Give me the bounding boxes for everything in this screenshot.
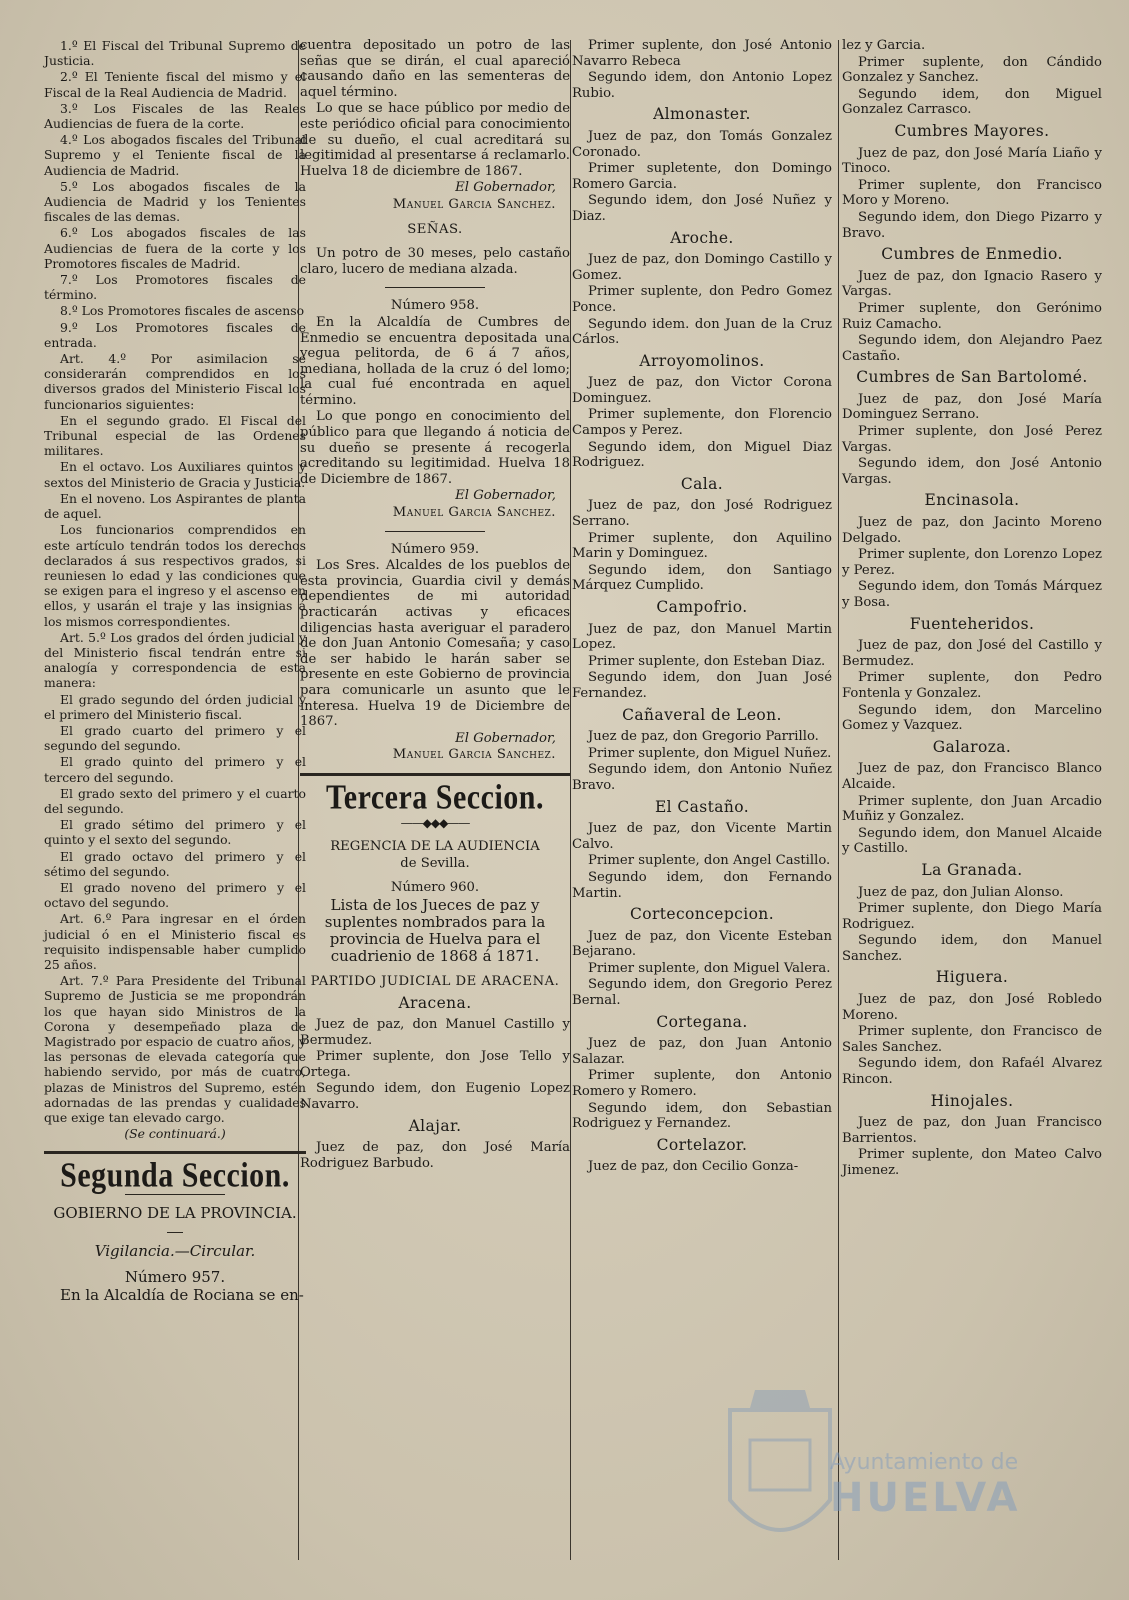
list-item: Juez de paz, don Manuel Castillo y Bermudez.	[300, 1017, 570, 1048]
list-item: Segundo idem, don Manuel Alcaide y Castillo.	[842, 825, 1102, 857]
list-item: Segundo idem, don Sebastian Rodriguez y Fernandez.	[572, 1100, 832, 1132]
town-heading: Campofrio.	[656, 598, 748, 616]
list-item: Segundo idem, don Tomás Márquez y Bosa.	[842, 579, 1102, 610]
paragraph: En el noveno. Los Aspirantes de planta de aquel.	[44, 490, 306, 522]
list-item: Primer suplemente, don Florencio Campos y Perez.	[572, 407, 832, 439]
list-item: Segundo idem, don José Nuñez y Diaz.	[572, 193, 832, 224]
list-item: Juez de paz, don José Rodriguez Serrano.	[572, 498, 832, 530]
paragraph: El grado cuarto del primero y el segundo del segundo.	[44, 722, 306, 754]
list-item: Juez de paz, don José Robledo Moreno.	[842, 992, 1102, 1023]
section-rule	[44, 1151, 306, 1154]
column-2	[300, 38, 570, 1580]
list-item: Primer suplente, don José Antonio Navarro Rebeca	[572, 38, 832, 69]
signature-name: Manuel Garcia Sanchez.	[392, 196, 556, 212]
town-heading: Almonaster.	[653, 105, 751, 124]
paragraph: En el segundo grado. El Fiscal del Tribunal especial de las Ordenes militares.	[44, 412, 306, 459]
column-1	[44, 38, 306, 1580]
town-heading: Encinasola.	[924, 491, 1020, 510]
town-heading: Alajar.	[408, 1116, 462, 1135]
paragraph: En el octavo. Los Auxiliares quintos y sextos del Ministerio de Gracia y Justicia.	[44, 459, 306, 490]
paragraph: Art. 7.º Para Presidente del Tribunal Supremo de Justicia se me propondrán los que hayan sido Ministros de la Corona y desempeñado plaza de Magistrado por espacio de cuatro años, y las personas de elevada categoría que habiendo servido, por más de cuatro, plazas de Ministros del Supremo, estén adornadas de las prendas y cualidades que exige tan elevado cargo.	[44, 973, 306, 1126]
list-item: Primer suplente, don Antonio Romero y Romero.	[572, 1068, 832, 1100]
list-item: Segundo idem, don Eugenio Lopez Navarro.	[300, 1081, 570, 1113]
paragraph: cuentra depositado un potro de las señas que se dirán, el cual apareció causando daño en las sementeras de aquel término.	[300, 38, 570, 100]
town-heading: Cumbres de San Bartolomé.	[856, 368, 1088, 387]
paragraph: Los funcionarios comprendidos en este artículo tendrán todos los derechos declarados á sus respectivos grados, si reuniesen lo edad y las condiciones que se exigen para el ingreso y el ascenso en ellos, y usarán el traje y las insignias á los mismos correspondientes.	[44, 522, 306, 629]
town-heading: Galaroza.	[932, 737, 1012, 756]
list-item: Juez de paz, don Victor Corona Dominguez.	[572, 375, 832, 406]
department-subheading: de Sevilla.	[400, 855, 470, 871]
paragraph: El grado noveno del primero y el octavo del segundo.	[44, 879, 306, 911]
paragraph: Un potro de 30 meses, pelo castaño claro, lucero de mediana alzada.	[300, 246, 570, 277]
list-item: Juez de paz, don Manuel Martin Lopez.	[572, 621, 832, 653]
list-item: Juez de paz, don Gregorio Parrillo.	[588, 729, 819, 745]
list-item: Primer suplente, don Diego María Rodriguez.	[842, 901, 1102, 932]
list-item: Primer suplente, don Pedro Gomez Ponce.	[572, 284, 832, 315]
town-heading: La Granada.	[921, 860, 1023, 879]
notice-number: Número 957.	[124, 1267, 226, 1286]
notice-number: Número 960.	[390, 880, 480, 896]
list-item: Segundo idem, don Rafaél Alvarez Rincon.	[842, 1056, 1102, 1088]
town-heading: Cala.	[680, 474, 724, 493]
ornament-rule: ——◆◆◆——	[400, 815, 470, 830]
paragraph: 4.º Los abogados fiscales del Tribunal Supremo y el Teniente fiscal de la Audiencia de Madrid.	[44, 132, 306, 178]
paragraph: Art. 4.º Por asimilacion se considerarán comprendidos en los diversos grados del Ministerio Fiscal los funcionarios siguientes:	[44, 351, 306, 412]
list-item: Juez de paz, don Vicente Esteban Bejarano.	[572, 928, 832, 960]
list-item: Primer suplente, don Mateo Calvo Jimenez.	[842, 1147, 1102, 1178]
paragraph: 2.º El Teniente fiscal del mismo y el Fiscal de la Real Audiencia de Madrid.	[44, 69, 306, 100]
town-heading: Corteconcepcion.	[629, 905, 775, 924]
paragraph: El grado quinto del primero y el tercero del segundo.	[44, 754, 306, 785]
paragraph: El grado sexto del primero y el cuarto del segundo.	[44, 785, 306, 816]
short-rule	[385, 531, 485, 532]
paragraph: El grado segundo del órden judicial y el primero del Ministerio fiscal.	[44, 691, 306, 722]
list-item: Segundo idem, don José Antonio Vargas.	[842, 456, 1102, 487]
list-item: Juez de paz, don Francisco Blanco Alcaide.	[842, 761, 1102, 792]
watermark-line: Ayuntamiento de	[830, 1450, 1019, 1475]
list-item: Primer suplente, don Gerónimo Ruiz Camacho.	[842, 300, 1102, 332]
list-item: Primer suplente, don Juan Arcadio Muñiz y Gonzalez.	[842, 793, 1102, 825]
column-3	[572, 38, 832, 1580]
list-item: Juez de paz, don Juan Antonio Salazar.	[572, 1036, 832, 1067]
list-item: Primer suplente, don Francisco Moro y Moreno.	[842, 177, 1102, 209]
department-heading: GOBIERNO DE LA PROVINCIA.	[53, 1203, 297, 1222]
list-item: Segundo idem, don Miguel Diaz Rodriguez.	[572, 439, 832, 471]
list-item: Primer suplente, don Cándido Gonzalez y Sanchez.	[842, 54, 1102, 86]
column-divider	[838, 40, 839, 1560]
list-item: Juez de paz, don Julian Alonso.	[858, 884, 1064, 900]
list-item: Juez de paz, don José María Liaño y Tinoco.	[842, 145, 1102, 177]
list-item: Primer suplente, don Jose Tello y Ortega.	[300, 1049, 570, 1080]
subheading: Vigilancia.—Circular.	[94, 1241, 256, 1260]
short-rule	[167, 1232, 183, 1233]
list-item: Juez de paz, don Vicente Martin Calvo.	[572, 821, 832, 852]
town-heading: Cortegana.	[656, 1012, 748, 1031]
list-item: Juez de paz, don Juan Francisco Barrientos.	[842, 1115, 1102, 1146]
department-heading: REGENCIA DE LA AUDIENCIA	[330, 839, 540, 855]
list-item: Juez de paz, don José del Castillo y Bermudez.	[842, 638, 1102, 669]
paragraph: 9.º Los Promotores fiscales de entrada.	[44, 319, 306, 350]
town-heading: Cumbres Mayores.	[894, 121, 1050, 140]
list-item: Juez de paz, don Domingo Castillo y Gomez.	[572, 252, 832, 283]
town-heading: Aroche.	[670, 228, 734, 247]
list-item: lez y Garcia.	[842, 38, 926, 53]
signature-title: El Gobernador,	[455, 488, 556, 504]
continued-note: (Se continuará.)	[124, 1126, 226, 1142]
archive-watermark	[740, 1450, 1020, 1521]
paragraph: Lo que pongo en conocimiento del público para que llegando á noticia de su dueño se presente á recogerla acreditando su legitimidad. Huelva 18 de Diciembre de 1867.	[300, 409, 570, 487]
signature-title: El Gobernador,	[455, 180, 556, 196]
column-4	[842, 38, 1102, 1580]
list-item: Juez de paz, don José María Dominguez Serrano.	[842, 391, 1102, 423]
district-heading: PARTIDO JUDICIAL DE ARACENA.	[310, 973, 560, 989]
subheading: SEÑAS.	[407, 221, 463, 237]
town-heading: Hinojales.	[930, 1091, 1014, 1110]
paragraph: El grado sétimo del primero y el quinto y el sexto del segundo.	[44, 817, 306, 848]
list-item: Primer suplente, don Francisco de Sales Sanchez.	[842, 1024, 1102, 1055]
paragraph: El grado octavo del primero y el sétimo del segundo.	[44, 848, 306, 879]
list-item: Primer suplente, don José Perez Vargas.	[842, 424, 1102, 455]
list-item: Segundo idem, don Santiago Márquez Cumplido.	[572, 562, 832, 594]
list-item: Primer suplente, don Lorenzo Lopez y Perez.	[842, 547, 1102, 578]
town-heading: Aracena.	[398, 993, 472, 1012]
signature-title: El Gobernador,	[455, 730, 556, 746]
signature-name: Manuel Garcia Sanchez.	[392, 747, 556, 763]
list-item: Primer suplente, don Esteban Diaz.	[588, 653, 826, 669]
paragraph: Lo que se hace público por medio de este periódico oficial para conocimiento de su dueño, el cual acreditará su legitimidad al presentarse á reclamarlo. Huelva 18 de diciembre de 1867.	[300, 101, 570, 179]
short-rule	[385, 287, 485, 288]
list-item: Juez de paz, don Tomás Gonzalez Coronado.	[572, 128, 832, 160]
list-item: Primer supletente, don Domingo Romero Garcia.	[572, 161, 832, 192]
list-item: Segundo idem. don Juan de la Cruz Cárlos.	[572, 316, 832, 348]
paragraph: Art. 5.º Los grados del órden judicial y del Ministerio fiscal tendrán entre si analogía y correspondencia de esta manera:	[44, 629, 306, 691]
list-title: Lista de los Jueces de paz y suplentes nombrados para la provincia de Huelva para el cuadrienio de 1868 á 1871.	[324, 895, 546, 965]
list-item: Segundo idem, don Fernando Martin.	[572, 869, 832, 901]
list-item: Segundo idem, don Antonio Nuñez Bravo.	[572, 762, 832, 793]
town-heading: El Castaño.	[654, 797, 750, 816]
paragraph: En la Alcaldía de Cumbres de Enmedio se encuentra depositada una yegua pelitorda, de 6 á 7 años, mediana, hollada de la cruz ó del lomo; la cual fué encontrada en aquel término.	[300, 314, 570, 408]
section-title: Segunda Seccion.	[60, 1156, 290, 1195]
list-item: Segundo idem, don Juan José Fernandez.	[572, 670, 832, 701]
watermark-line: HUELVA	[830, 1475, 1021, 1521]
paragraph: 5.º Los abogados fiscales de la Audiencia de Madrid y los Tenientes fiscales de las demas.	[44, 178, 306, 225]
signature-name: Manuel Garcia Sanchez.	[392, 505, 556, 521]
list-item: Primer suplente, don Pedro Fontenla y Gonzalez.	[842, 670, 1102, 701]
paragraph: 6.º Los abogados fiscales de las Audiencias de fuera de la corte y los Promotores fiscales de Madrid.	[44, 225, 306, 271]
town-heading: Cumbres de Enmedio.	[881, 245, 1063, 264]
list-item: Segundo idem, don Antonio Lopez Rubio.	[572, 70, 832, 101]
list-item: Primer suplente, don Miguel Valera.	[588, 960, 831, 976]
town-heading: Cañaveral de Leon.	[622, 705, 782, 724]
notice-number: Número 958.	[390, 298, 480, 314]
town-heading: Higuera.	[935, 968, 1009, 987]
list-item: Segundo idem, don Marcelino Gomez y Vazquez.	[842, 702, 1102, 734]
paragraph: 3.º Los Fiscales de las Reales Audiencias de fuera de la corte.	[44, 100, 306, 132]
paragraph: 7.º Los Promotores fiscales de término.	[44, 272, 306, 303]
list-item: Juez de paz, don Cecilio Gonza-	[588, 1159, 799, 1175]
list-item: Segundo idem, don Diego Pizarro y Bravo.	[842, 209, 1102, 241]
column-divider	[570, 40, 571, 1560]
list-item: Segundo idem, don Manuel Sanchez.	[842, 933, 1102, 964]
notice-number: Número 959.	[390, 541, 480, 557]
list-item: Segundo idem, don Gregorio Perez Bernal.	[572, 977, 832, 1009]
town-heading: Arroyomolinos.	[639, 351, 765, 370]
section-rule	[300, 773, 570, 776]
town-heading: Fuenteheridos.	[909, 614, 1035, 633]
paragraph: 1.º El Fiscal del Tribunal Supremo de Justicia.	[44, 38, 306, 69]
paragraph: En la Alcaldía de Rociana se en-	[60, 1285, 304, 1304]
list-item: Primer suplente, don Aquilino Marin y Dominguez.	[572, 530, 832, 562]
list-item: Juez de paz, don Ignacio Rasero y Vargas.	[842, 268, 1102, 300]
paragraph: Art. 6.º Para ingresar en el órden judicial ó en el Ministerio fiscal es requisito indispensable haber cumplido 25 años.	[44, 911, 306, 972]
paragraph: 8.º Los Promotores fiscales de ascenso	[60, 303, 305, 319]
list-item: Juez de paz, don José María Rodriguez Barbudo.	[300, 1140, 570, 1171]
list-item: Primer suplente, don Angel Castillo.	[588, 853, 831, 869]
paragraph: Los Sres. Alcaldes de los pueblos de esta provincia, Guardia civil y demás dependientes de mi autoridad practicarán activas y eficaces diligencias hasta averiguar el paradero de don Juan Antonio Comesaña; y caso de ser habido le harán saber se presente en este Gobierno de provincia para comunicarle un asunto que le interesa. Huelva 19 de Diciembre de 1867.	[300, 558, 570, 730]
list-item: Segundo idem, don Miguel Gonzalez Carrasco.	[842, 86, 1102, 118]
list-item: Primer suplente, don Miguel Nuñez.	[588, 745, 832, 761]
list-item: Juez de paz, don Jacinto Moreno Delgado.	[842, 515, 1102, 546]
list-item: Segundo idem, don Alejandro Paez Castaño.	[842, 333, 1102, 364]
section-title: Tercera Seccion.	[326, 778, 544, 817]
town-heading: Cortelazor.	[656, 1135, 748, 1154]
